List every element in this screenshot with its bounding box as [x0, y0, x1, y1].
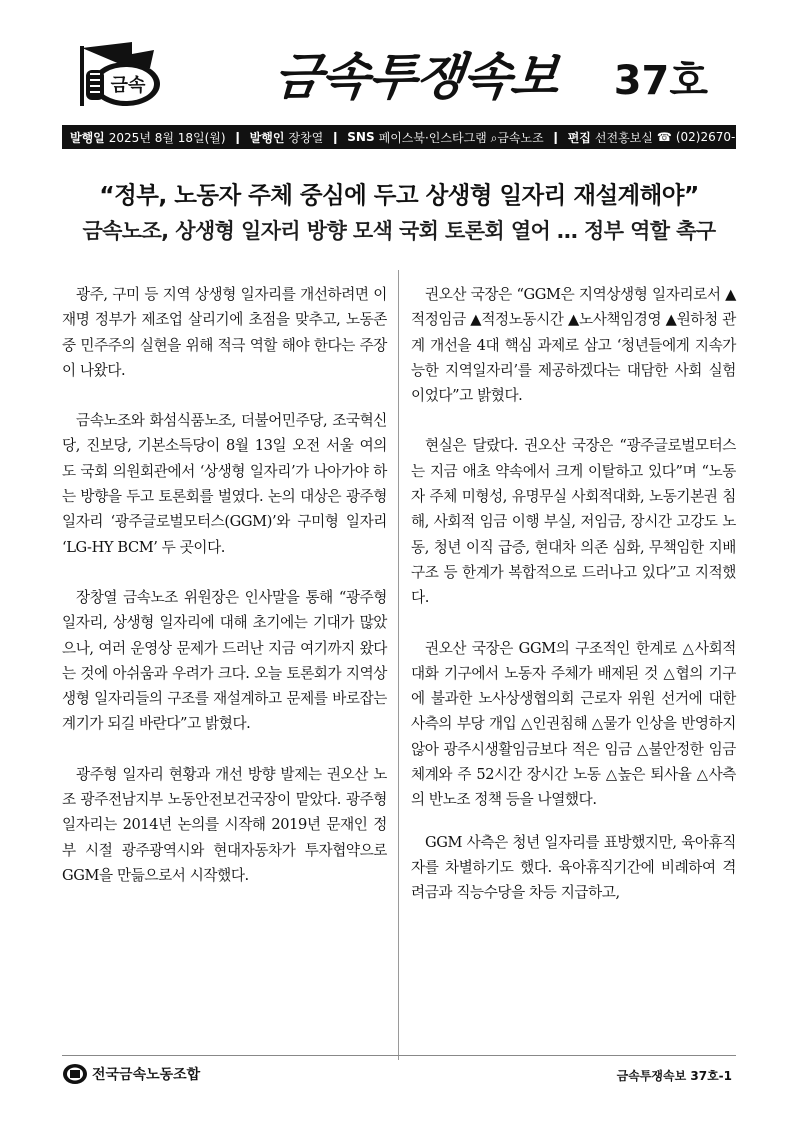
article-column-left	[62, 282, 387, 913]
phone-icon: ☎	[656, 130, 672, 144]
separator: ❙	[232, 130, 243, 144]
paragraph: 광주형 일자리 현황과 개선 방향 발제는 권오산 노조 광주전남지부 노동안전보건국장이 맡았다. 광주형 일자리는 2014년 논의를 시작해 2019년 문재인 정부 시절 광주광역시와 현대자동차가 투자협약으로 GGM을 만듦으로서 시작했다.	[62, 765, 387, 884]
separator: ❙	[330, 130, 341, 144]
publisher-label: 발행인	[249, 130, 285, 145]
union-emblem-icon	[62, 1063, 88, 1085]
publisher-name: 장창열	[288, 130, 324, 145]
article-subheadline: 금속노조, 상생형 일자리 방향 모색 국회 토론회 열어 … 정부 역할 촉구	[82, 219, 716, 243]
footer-rule	[62, 1055, 736, 1056]
editor-name: 선전홍보실	[594, 130, 653, 145]
paragraph: 현실은 달랐다. 권오산 국장은 “광주글로벌모터스는 지금 애초 약속에서 크게 이탈하고 있다”며 “노동자 주체 미형성, 유명무실 사회적대화, 노동기본권 침해, 사회적 임금 이행 부실, 저임금, 장시간 고강도 노동, 청년 이직 급증, 현대차 의존 심화, 무책임한 지배구조 등 한계가 복합적으로 드러나고 있다”고 지적했다.	[411, 437, 736, 607]
editor-label: 편집	[567, 130, 591, 145]
masthead	[62, 36, 736, 120]
paragraph: GGM 사측은 청년 일자리를 표방했지만, 육아휴직자를 차별하기도 했다. 육아휴직기간에 비례하여 격려금과 직능수당을 차등 지급하고,	[411, 833, 736, 902]
paragraph: 권오산 국장은 GGM의 구조적인 한계로 △사회적 대화 기구에서 노동자 주체가 배제된 것 △협의 기구에 불과한 노사상생협의회 근로자 위원 선거에 대한 사측의 부당 개입 △인권침해 △물가 인상을 반영하지 않아 광주시생활임금보다 적은 임금 △불안정한 임금체계와 주 52시간 장시간 노동 △높은 퇴사율 △사측의 반노조 정책 등을 나열했다.	[411, 639, 736, 809]
sns-label: SNS	[347, 130, 375, 144]
page-label: 금속투쟁속보 37호-1	[616, 1069, 732, 1083]
logo-text: 금속	[110, 75, 146, 96]
paragraph: 장창열 금속노조 위원장은 인사말을 통해 “광주형 일자리, 상생형 일자리에 대해 초기에는 기대가 많았으나, 여러 운영상 문제가 드러난 지금 여기까지 왔다는 것에 아쉬움과 우려가 크다. 오늘 토론회가 지역상생형 일자리들의 구조를 재설계하고 문제를 바로잡는 계기가 되길 바란다”고 밝혔다.	[62, 588, 387, 733]
fist-flag-icon	[72, 40, 164, 112]
phone-number: (02)2670-9507	[675, 130, 766, 144]
article-headline: “정부, 노동자 주체 중심에 두고 상생형 일자리 재설계해야”	[99, 181, 699, 209]
footer-organization	[62, 1063, 200, 1085]
date-label: 발행일	[70, 130, 105, 145]
publish-date: 2025년 8월 18일(월)	[108, 130, 226, 145]
paragraph: 금속노조와 화섬식품노조, 더불어민주당, 조국혁신당, 진보당, 기본소득당이 8월 13일 오전 서울 여의도 국회 의원회관에서 ‘상생형 일자리’가 나아가야 하는 방향을 두고 토론회를 벌였다. 논의 대상은 광주형 일자리 ‘광주글로벌모터스(GGM)’와 구미형 일자리 ‘LG-HY BCM’ 두 곳이다.	[62, 412, 387, 556]
article-column-right	[411, 282, 736, 931]
newsletter-title: 금속투쟁속보	[270, 48, 561, 106]
page-footer	[62, 1055, 736, 1083]
organization-name: 전국금속노동조합	[92, 1067, 201, 1083]
column-divider	[398, 270, 399, 1060]
union-logo	[72, 40, 164, 112]
separator: ❙	[550, 130, 561, 144]
issue-number: 37호	[613, 58, 708, 104]
paragraph: 광주, 구미 등 지역 상생형 일자리를 개선하려면 이재명 정부가 제조업 살리기에 초점을 맞추고, 노동존중 민주주의 실현을 위해 적극 역할 해야 한다는 주장이 나왔다.	[62, 286, 387, 379]
paragraph: 권오산 국장은 “GGM은 지역상생형 일자리로서 ▲적정임금 ▲적정노동시간 ▲노사책임경영 ▲원하청 관계 개선을 4대 핵심 과제로 삼고 ‘청년들에게 지속가능한 지역일자리’를 제공하겠다는 대담한 사회 실험이었다”고 밝혔다.	[411, 286, 736, 405]
publication-info-bar	[62, 125, 766, 149]
sns-accounts: 페이스북·인스타그램 ⌕금속노조	[378, 130, 544, 145]
